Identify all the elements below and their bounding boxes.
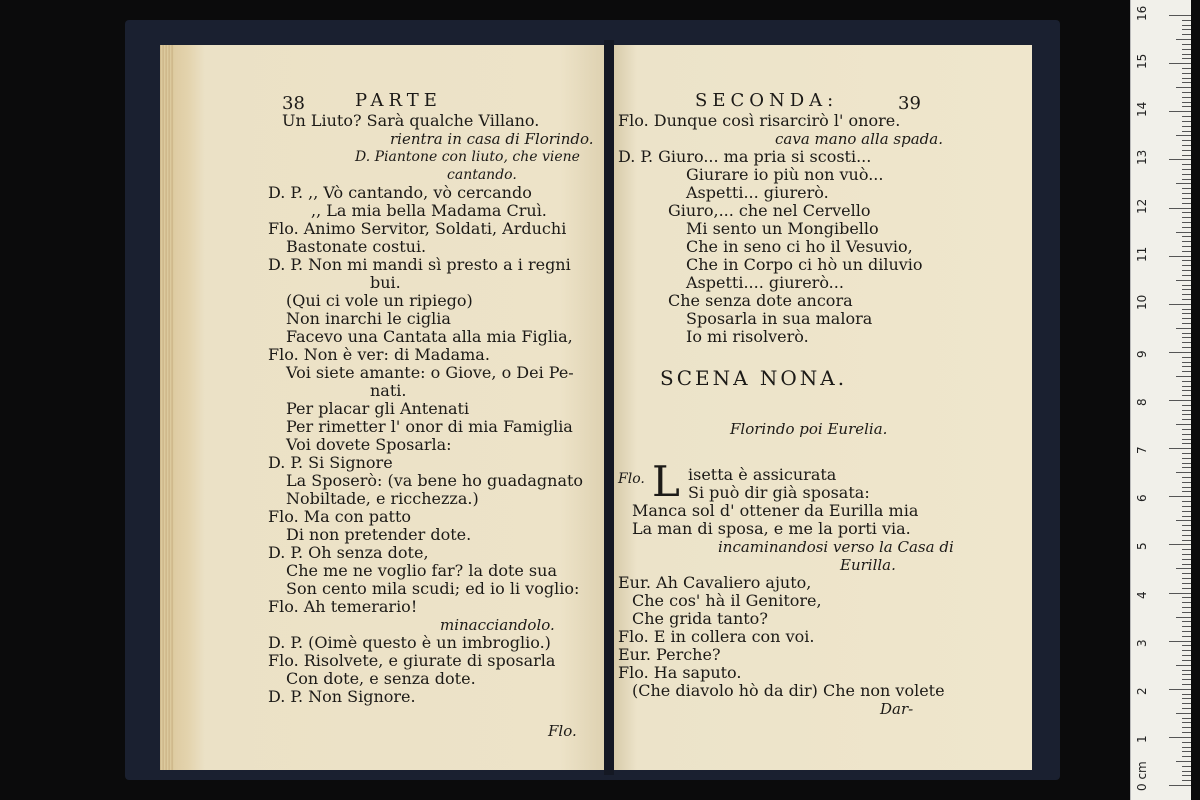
ruler-tick [1182, 150, 1191, 151]
text-line: Per placar gli Antenati [286, 399, 470, 418]
text-line: Flo. Ha saputo. [618, 663, 742, 682]
ruler-tick [1169, 256, 1191, 257]
ruler-tick [1176, 713, 1191, 714]
text-line: Flo. Non è ver: di Madama. [268, 345, 490, 364]
text-line: nati. [370, 381, 407, 400]
ruler-tick [1182, 674, 1191, 675]
ruler-tick [1182, 718, 1191, 719]
text-line: Si può dir già sposata: [688, 483, 870, 502]
ruler-tick [1182, 390, 1191, 391]
ruler-tick [1182, 429, 1191, 430]
ruler-tick [1182, 25, 1191, 26]
ruler-tick [1169, 352, 1191, 353]
text-line: Facevo una Cantata alla mia Figlia, [286, 327, 573, 346]
ruler-tick [1182, 265, 1191, 266]
ruler-tick [1176, 183, 1191, 184]
text-line: Flo. Ah temerario! [268, 597, 418, 616]
ruler-tick [1182, 410, 1191, 411]
ruler-tick [1169, 544, 1191, 545]
ruler-tick [1182, 395, 1191, 396]
ruler-tick [1182, 212, 1191, 213]
ruler-tick [1182, 511, 1191, 512]
ruler-tick [1176, 520, 1191, 521]
ruler-tick [1182, 756, 1191, 757]
ruler-tick [1182, 463, 1191, 464]
ruler-label: 11 [1135, 246, 1149, 262]
text-line: Aspetti... giurerò. [686, 183, 829, 202]
ruler-label: 12 [1135, 198, 1149, 214]
ruler-tick [1182, 564, 1191, 565]
ruler-tick [1182, 636, 1191, 637]
ruler-tick [1182, 607, 1191, 608]
ruler-tick [1182, 106, 1191, 107]
ruler-tick [1182, 732, 1191, 733]
speaker-label: Flo. [618, 471, 645, 487]
ruler-tick [1182, 82, 1191, 83]
ruler-tick [1182, 467, 1191, 468]
text-line: bui. [370, 273, 401, 292]
ruler-tick [1182, 270, 1191, 271]
ruler-tick [1182, 227, 1191, 228]
ruler-tick [1182, 102, 1191, 103]
ruler-tick [1182, 477, 1191, 478]
ruler-tick [1182, 34, 1191, 35]
scene-title: SCENA NONA. [660, 366, 848, 390]
ruler-tick [1182, 222, 1191, 223]
ruler-tick [1182, 203, 1191, 204]
ruler-tick [1182, 251, 1191, 252]
ruler-tick [1182, 766, 1191, 767]
ruler-label: 10 [1135, 294, 1149, 310]
ruler-tick [1182, 260, 1191, 261]
ruler-tick [1182, 179, 1191, 180]
ruler-tick [1182, 362, 1191, 363]
text-line: D. P. Si Signore [268, 453, 393, 472]
ruler-tick [1182, 174, 1191, 175]
ruler-tick [1182, 357, 1191, 358]
text-line: D. P. Non mi mandi sì presto a i regni [268, 255, 571, 274]
text-line: Nobiltade, e ricchezza.) [286, 489, 479, 508]
text-line: La man di sposa, e me la porti via. [632, 519, 911, 538]
ruler-label: 3 [1135, 638, 1149, 647]
ruler-tick [1182, 68, 1191, 69]
ruler-label: 16 [1135, 5, 1149, 21]
ruler-tick [1182, 559, 1191, 560]
ruler-tick [1182, 121, 1191, 122]
stage-direction: incaminandosi verso la Casa di [718, 538, 954, 556]
left-page-number: 38 [282, 93, 305, 114]
ruler-tick [1176, 232, 1191, 233]
ruler-tick [1182, 549, 1191, 550]
ruler-tick [1182, 775, 1191, 776]
ruler-tick [1182, 241, 1191, 242]
text-line: Eur. Perche? [618, 645, 721, 664]
ruler-tick [1182, 588, 1191, 589]
ruler-tick [1182, 140, 1191, 141]
ruler-tick [1182, 491, 1191, 492]
ruler-tick [1182, 727, 1191, 728]
text-line: D. P. Non Signore. [268, 687, 416, 706]
ruler-tick [1182, 747, 1191, 748]
ruler-tick [1182, 44, 1191, 45]
ruler-tick [1182, 78, 1191, 79]
ruler-tick [1182, 597, 1191, 598]
ruler-tick [1182, 73, 1191, 74]
book-gutter [604, 40, 614, 775]
text-line: Che cos' hà il Genitore, [632, 591, 822, 610]
ruler-tick [1182, 660, 1191, 661]
text-line: Mi sento un Mongibello [686, 219, 879, 238]
text-line: D. P. Giuro... ma pria si scosti... [618, 147, 872, 166]
ruler-tick [1182, 626, 1191, 627]
ruler-tick [1182, 780, 1191, 781]
ruler-tick [1182, 540, 1191, 541]
stage-direction: D. Piantone con liuto, che viene [355, 149, 580, 165]
ruler-tick [1182, 116, 1191, 117]
ruler-tick [1182, 482, 1191, 483]
ruler-tick [1182, 554, 1191, 555]
ruler-tick [1182, 366, 1191, 367]
ruler-tick [1182, 670, 1191, 671]
ruler-tick [1169, 63, 1191, 64]
text-line: Flo. Risolvete, e giurate di sposarla [268, 651, 556, 670]
ruler-tick [1182, 487, 1191, 488]
text-line: D. P. ,, Vò cantando, vò cercando [268, 183, 532, 202]
ruler-tick [1182, 612, 1191, 613]
text-line: Bastonate costui. [286, 237, 427, 256]
ruler-tick [1176, 280, 1191, 281]
ruler-tick [1176, 376, 1191, 377]
ruler-tick [1182, 694, 1191, 695]
ruler-tick [1176, 39, 1191, 40]
ruler-tick [1176, 424, 1191, 425]
ruler-tick [1182, 414, 1191, 415]
ruler-tick [1176, 665, 1191, 666]
ruler-tick [1169, 111, 1191, 112]
ruler-tick [1182, 535, 1191, 536]
ruler-label: 0 cm [1135, 761, 1149, 791]
text-line: Che in seno ci ho il Vesuvio, [686, 237, 913, 256]
right-running-head: SECONDA: [695, 90, 839, 111]
ruler-tick [1169, 304, 1191, 305]
ruler-tick [1182, 299, 1191, 300]
ruler-tick [1169, 496, 1191, 497]
ruler-tick [1182, 506, 1191, 507]
ruler-tick [1182, 573, 1191, 574]
ruler-label: 5 [1135, 542, 1149, 551]
text-line: Che senza dote ancora [668, 291, 853, 310]
ruler-tick [1182, 645, 1191, 646]
text-line: Voi dovete Sposarla: [286, 435, 452, 454]
stage-direction: rientra in casa di Florindo. [390, 130, 594, 148]
ruler-tick [1182, 650, 1191, 651]
ruler-tick [1182, 309, 1191, 310]
ruler-tick [1182, 621, 1191, 622]
text-line: Giuro,... che nel Cervello [668, 201, 871, 220]
ruler-tick [1182, 419, 1191, 420]
ruler-label: 6 [1135, 494, 1149, 503]
ruler-tick [1182, 405, 1191, 406]
text-line: Con dote, e senza dote. [286, 669, 476, 688]
ruler-tick [1182, 525, 1191, 526]
catchword: Flo. [548, 722, 577, 740]
ruler-tick [1182, 126, 1191, 127]
ruler-tick [1176, 472, 1191, 473]
ruler-label: 15 [1135, 53, 1149, 70]
ruler-tick [1182, 337, 1191, 338]
ruler-tick [1176, 761, 1191, 762]
ruler-tick [1182, 371, 1191, 372]
ruler-tick [1182, 313, 1191, 314]
text-line: ,, La mia bella Madama Cruì. [311, 201, 547, 220]
ruler-tick [1182, 289, 1191, 290]
ruler-tick [1182, 722, 1191, 723]
ruler-tick [1182, 155, 1191, 156]
catchword: Dar- [880, 700, 914, 718]
text-line: isetta è assicurata [688, 465, 837, 484]
ruler-tick [1169, 737, 1191, 738]
ruler-tick [1182, 294, 1191, 295]
text-line: Voi siete amante: o Giove, o Dei Pe- [286, 363, 574, 382]
ruler-tick [1182, 751, 1191, 752]
text-line: Che me ne voglio far? la dote sua [286, 561, 557, 580]
ruler-tick [1182, 655, 1191, 656]
ruler-tick [1182, 333, 1191, 334]
ruler-tick [1169, 208, 1191, 209]
ruler-tick [1182, 323, 1191, 324]
text-line: Giurare io più non vuò... [686, 165, 884, 184]
ruler-tick [1182, 275, 1191, 276]
ruler-tick [1182, 217, 1191, 218]
ruler-tick [1182, 679, 1191, 680]
ruler-tick [1182, 439, 1191, 440]
ruler-tick [1182, 49, 1191, 50]
text-line: Per rimetter l' onor di mia Famiglia [286, 417, 573, 436]
ruler-tick [1182, 285, 1191, 286]
text-line: Flo. Ma con patto [268, 507, 412, 526]
ruler-tick [1182, 443, 1191, 444]
ruler-label: 4 [1135, 590, 1149, 599]
text-line: Che grida tanto? [632, 609, 768, 628]
ruler-tick [1182, 198, 1191, 199]
ruler-tick [1169, 159, 1191, 160]
text-line: Manca sol d' ottener da Eurilla mia [632, 501, 919, 520]
ruler-tick [1182, 578, 1191, 579]
ruler-tick [1182, 131, 1191, 132]
ruler-tick [1169, 400, 1191, 401]
scene-cast: Florindo poi Eurelia. [730, 420, 888, 438]
ruler-tick [1182, 54, 1191, 55]
text-line: Sposarla in sua malora [686, 309, 873, 328]
ruler-tick [1182, 97, 1191, 98]
ruler-tick [1169, 448, 1191, 449]
ruler-tick [1182, 169, 1191, 170]
ruler-tick [1182, 698, 1191, 699]
text-line: Flo. Dunque così risarcirò l' onore. [618, 111, 901, 130]
ruler-tick [1182, 602, 1191, 603]
ruler-tick [1176, 135, 1191, 136]
ruler-tick [1169, 641, 1191, 642]
ruler-tick [1182, 583, 1191, 584]
text-line: Son cento mila scudi; ed io li voglio: [286, 579, 580, 598]
ruler-label: 2 [1135, 687, 1149, 695]
text-line: La Sposerò: (va bene ho guadagnato [286, 471, 584, 490]
ruler-tick [1182, 742, 1191, 743]
ruler-tick [1182, 631, 1191, 632]
text-line: Flo. E in collera con voi. [618, 627, 815, 646]
ruler-tick [1182, 530, 1191, 531]
ruler-tick [1182, 193, 1191, 194]
ruler-tick [1182, 434, 1191, 435]
page-edges [160, 45, 174, 770]
left-running-head: PARTE [355, 90, 442, 111]
ruler-tick [1182, 381, 1191, 382]
measuring-ruler [1130, 0, 1191, 800]
text-line: D. P. (Oimè questo è un imbroglio.) [268, 633, 551, 652]
ruler-tick [1182, 20, 1191, 21]
ruler-tick [1182, 342, 1191, 343]
text-line: (Qui ci vole un ripiego) [286, 291, 473, 310]
ruler-tick [1182, 246, 1191, 247]
text-line: Non inarchi le ciglia [286, 309, 451, 328]
ruler-label: 9 [1135, 350, 1149, 358]
stage-direction: Eurilla. [840, 556, 896, 574]
ruler-tick [1182, 458, 1191, 459]
text-line: Eur. Ah Cavaliero ajuto, [618, 573, 812, 592]
ruler-tick [1169, 15, 1191, 16]
ruler-tick [1182, 92, 1191, 93]
ruler-tick [1176, 568, 1191, 569]
ruler-tick [1182, 318, 1191, 319]
text-line: Di non pretender dote. [286, 525, 472, 544]
text-line: Un Liuto? Sarà qualche Villano. [282, 111, 540, 130]
ruler-tick [1182, 516, 1191, 517]
text-line: Io mi risolverò. [686, 327, 809, 346]
ruler-tick [1182, 164, 1191, 165]
text-line: Che in Corpo ci hò un diluvio [686, 255, 923, 274]
ruler-tick [1176, 87, 1191, 88]
ruler-label: 14 [1135, 101, 1149, 118]
ruler-label: 13 [1135, 150, 1149, 166]
ruler-tick [1182, 703, 1191, 704]
stage-direction: minacciandolo. [440, 616, 555, 634]
ruler-tick [1182, 771, 1191, 772]
ruler-tick [1182, 386, 1191, 387]
text-line: Aspetti.... giurerò... [686, 273, 844, 292]
ruler-tick [1182, 684, 1191, 685]
ruler-tick [1169, 593, 1191, 594]
text-line: Flo. Animo Servitor, Soldati, Arduchi [268, 219, 567, 238]
ruler-tick [1182, 708, 1191, 709]
ruler-tick [1182, 347, 1191, 348]
stage-direction: cantando. [447, 167, 517, 183]
ruler-tick [1176, 328, 1191, 329]
ruler-label: 1 [1135, 735, 1149, 743]
text-line: D. P. Oh senza dote, [268, 543, 429, 562]
ruler-tick [1182, 236, 1191, 237]
right-page-number: 39 [898, 93, 921, 114]
ruler-tick [1169, 785, 1191, 786]
text-line: (Che diavolo hò da dir) Che non volete [632, 681, 945, 700]
stage-direction: cava mano alla spada. [775, 130, 943, 148]
ruler-tick [1182, 58, 1191, 59]
ruler-tick [1176, 617, 1191, 618]
drop-cap: L [652, 457, 680, 506]
ruler-tick [1182, 453, 1191, 454]
ruler-tick [1182, 188, 1191, 189]
ruler-tick [1182, 29, 1191, 30]
ruler-tick [1169, 689, 1191, 690]
ruler-tick [1182, 501, 1191, 502]
ruler-tick [1182, 145, 1191, 146]
ruler-label: 7 [1135, 446, 1149, 455]
ruler-label: 8 [1135, 398, 1149, 406]
